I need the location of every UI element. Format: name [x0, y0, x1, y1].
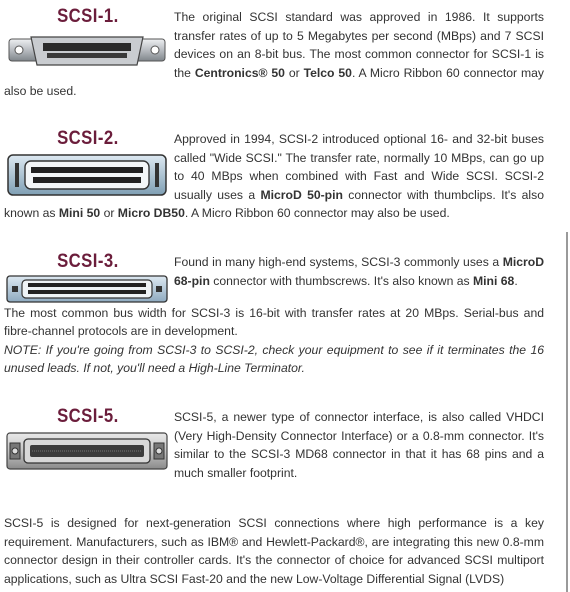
section-heading: SCSI-1. [57, 6, 119, 27]
section-text: The original SCSI standard was approved in 1986. It supports transfer rates of up to 5 Megabytes per second (MBps) and 7 SCSI devices on an 8-bit bus. The most common connector for SCSI-1 is the Centronics® 50 or Telco 50. A Micro Ribbon 60 connector may also be used. [4, 10, 544, 98]
figure-scsi-1 [4, 8, 170, 73]
microd-68-connector-icon [6, 274, 168, 304]
centronics-50-connector-icon [7, 29, 167, 73]
scrollbar-track[interactable] [566, 232, 568, 592]
section-scsi-2 [4, 130, 544, 223]
figure-scsi-2 [4, 130, 170, 199]
section-scsi-1 [4, 8, 544, 101]
section-text: SCSI-5, a newer type of connector interface, is also called VHDCI (Very High-Density Connector Interface) or a 0.8-mm connector. It's similar to the SCSI-3 MD68 connector in that it has 68 pins and a much smaller footprint. [174, 410, 544, 480]
footer-paragraph: SCSI-5 is designed for next-generation SCSI connections where high performance is a key requirement. Manufacturers, such as IBM® and Hewlett-Packard®, are integrating this new 0.8-mm connector design in their controller cards. It's the connector of choice for advanced SCSI multiport applications, such as Ultra SCSI Fast-20 and the new Low-Voltage Differential Signal (LVDS) [4, 516, 544, 586]
section-text: Found in many high-end systems, SCSI-3 commonly uses a MicroD 68-pin connector with thumbscrews. It's also known as Mini 68. [174, 255, 544, 288]
scrollbar[interactable] [564, 0, 570, 589]
figure-scsi-3 [4, 253, 170, 304]
section-heading: SCSI-3. [57, 251, 119, 272]
section-scsi-3 [4, 253, 544, 378]
section-heading: SCSI-5. [57, 406, 119, 427]
section-text-2: The most common bus width for SCSI-3 is 16-bit with transfer rates at 20 MBps. Serial-bus and fibre-channel protocols are in development. [4, 305, 544, 338]
figure-scsi-5 [4, 408, 170, 473]
section-heading: SCSI-2. [57, 128, 119, 149]
section-scsi-5 [4, 408, 544, 482]
section-text: Approved in 1994, SCSI-2 introduced optional 16- and 32-bit buses called "Wide SCSI." The transfer rate, normally 10 MBps, can go up to 40 MBps when combined with Fast and Wide SCSI. SCSI-2 usually uses a MicroD 50-pin connector with thumbclips. It's also known as Mini 50 or Micro DB50. A Micro Ribbon 60 connector may also be used. [4, 132, 544, 220]
footer-section [4, 514, 544, 588]
vhdci-connector-icon [6, 429, 168, 473]
note-text: NOTE: If you're going from SCSI-3 to SCSI-2, check your equipment to see if it terminates the 16 unused leads. If not, you'll need a High-Line Terminator. [4, 342, 544, 375]
microd-50-connector-icon [7, 151, 167, 199]
